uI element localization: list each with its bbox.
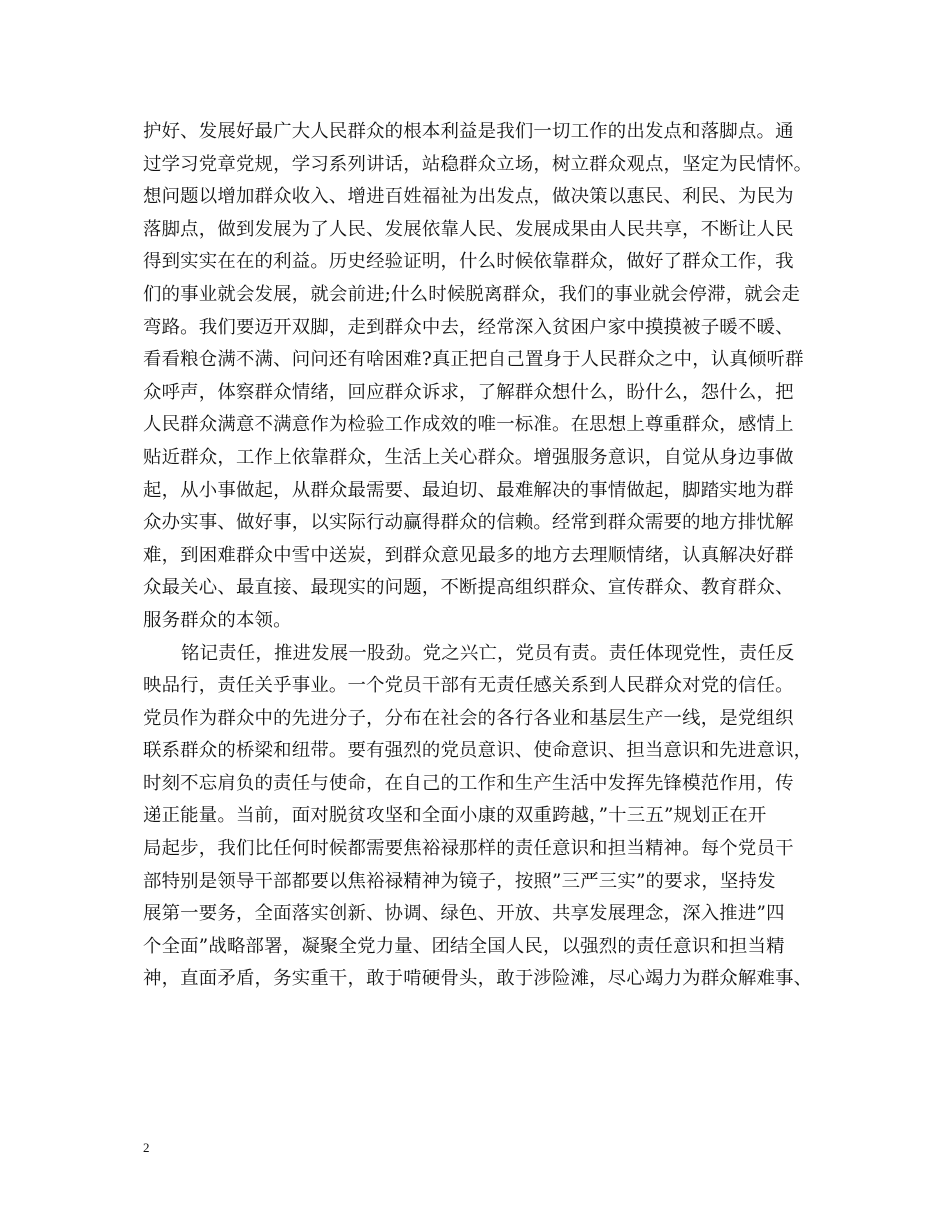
text-line: 人民群众满意不满意作为检验工作成效的唯一标准。在思想上尊重群众，感情上 (143, 414, 794, 436)
text-line: 得到实实在在的利益。历史经验证明，什么时候依靠群众，做好了群众工作，我 (143, 251, 794, 273)
text-line: 时刻不忘肩负的责任与使命，在自己的工作和生产生活中发挥先锋模范作用，传 (143, 772, 794, 794)
text-line: 护好、发展好最广大人民群众的根本利益是我们一切工作的出发点和落脚点。通 (143, 121, 794, 142)
text-line: 党员作为群众中的先进分子，分布在社会的各行各业和基层生产一线，是党组织 (143, 707, 794, 729)
text-line: 众办实事、做好事，以实际行动赢得群众的信赖。经常到群众需要的地方排忧解 (143, 512, 794, 534)
text-line: 众呼声，体察群众情绪，回应群众诉求，了解群众想什么，盼什么，怨什么，把 (143, 381, 794, 403)
text-line: 递正能量。当前，面对脱贫攻坚和全面小康的双重跨越，”十三五”规划正在开 (143, 805, 767, 827)
text-line: 落脚点，做到发展为了人民、发展依靠人民、发展成果由人民共享，不断让人民 (143, 218, 794, 240)
text-line: 起，从小事做起，从群众最需要、最迫切、最难解决的事情做起，脚踏实地为群 (143, 479, 794, 501)
text-line: 局起步，我们比任何时候都需要焦裕禄那样的责任意识和担当精神。每个党员干 (143, 838, 794, 860)
text-line: 铭记责任，推进发展一股劲。党之兴亡，党员有责。责任体现党性，责任反 (181, 642, 795, 664)
text-line: 众最关心、最直接、最现实的问题，不断提高组织群众、宣传群众、教育群众、 (143, 577, 794, 599)
text-line: 们的事业就会发展，就会前进;什么时候脱离群众，我们的事业就会停滞，就会走 (143, 283, 801, 305)
text-line: 部特别是领导干部都要以焦裕禄精神为镜子，按照”三严三实”的要求，坚持发 (143, 870, 776, 892)
body-text (143, 116, 823, 996)
page-number: 2 (143, 1140, 150, 1155)
text-line: 神，直面矛盾，务实重干，敢于啃硬骨头，敢于涉险滩，尽心竭力为群众解难事、 (143, 968, 813, 990)
text-line: 弯路。我们要迈开双脚，走到群众中去，经常深入贫困户家中摸摸被子暖不暖、 (143, 316, 794, 338)
text-line: 服务群众的本领。 (143, 609, 292, 631)
text-line: 想问题以增加群众收入、增进百姓福祉为出发点，做决策以惠民、利民、为民为 (143, 186, 794, 208)
text-line: 难，到困难群众中雪中送炭，到群众意见最多的地方去理顺情绪，认真解决好群 (143, 544, 794, 566)
text-line: 映品行，责任关乎事业。一个党员干部有无责任感关系到人民群众对党的信任。 (143, 675, 794, 697)
text-line: 过学习党章党规，学习系列讲话，站稳群众立场，树立群众观点，坚定为民情怀。 (143, 153, 813, 175)
text-line: 展第一要务，全面落实创新、协调、绿色、开放、共享发展理念，深入推进”四 (143, 903, 785, 925)
text-line: 个全面”战略部署，凝聚全党力量、团结全国人民，以强烈的责任意识和担当精 (143, 935, 785, 957)
text-line: 看看粮仓满不满、问问还有啥困难?真正把自己置身于人民群众之中，认真倾听群 (143, 349, 804, 371)
text-line: 贴近群众，工作上依靠群众，生活上关心群众。增强服务意识，自觉从身边事做 (143, 446, 794, 468)
text-line: 联系群众的桥梁和纽带。要有强烈的党员意识、使命意识、担当意识和先进意识， (143, 740, 813, 762)
